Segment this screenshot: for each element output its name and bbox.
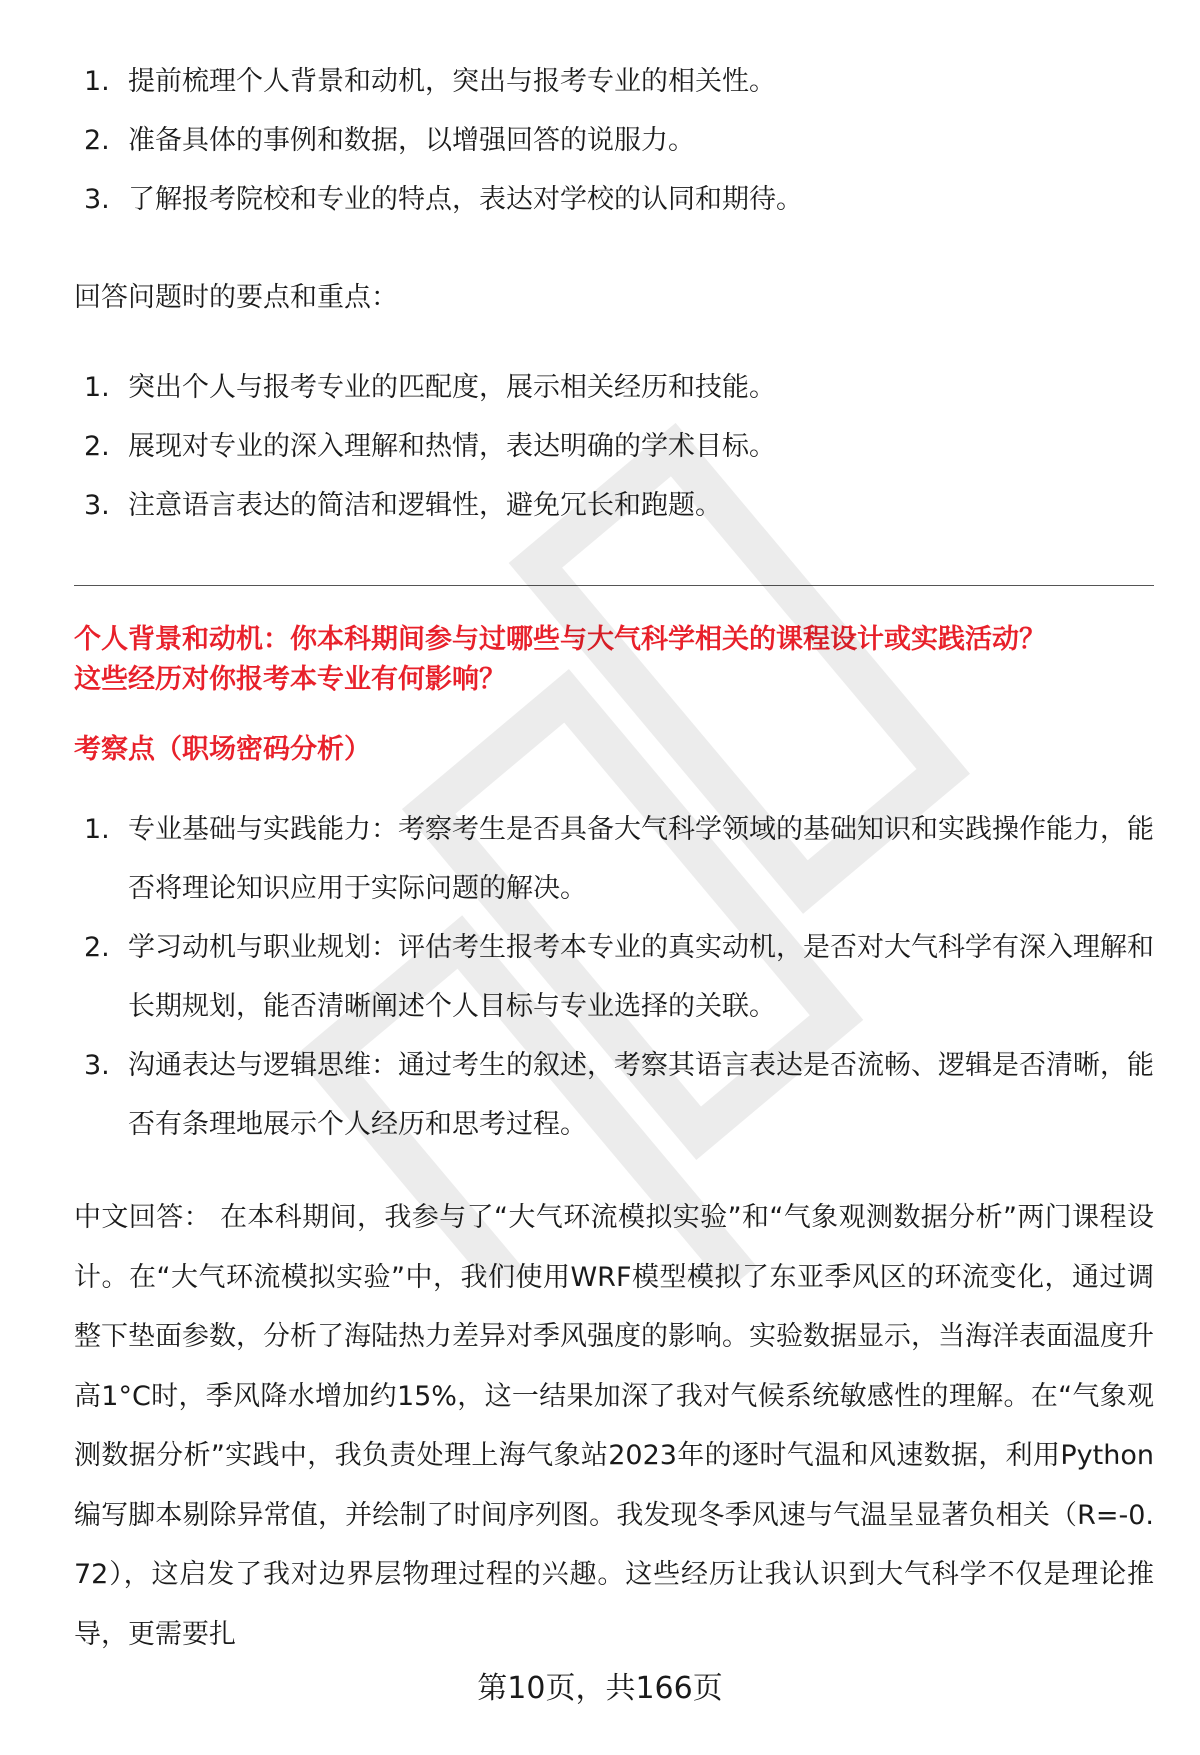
list-number: 2. (84, 431, 110, 462)
analysis-list (74, 800, 1154, 1154)
page-footer: 第10页，共166页 (477, 1671, 723, 1706)
chinese-answer: 中文回答： 在本科期间，我参与了“大气环流模拟实验”和“气象观测数据分析”两门课程设计。在“大气环流模拟实验”中，我们使用WRF模型模拟了东亚季风区的环流变化，通过调整下垫面参数，分析了海陆热力差异对季风强度的影响。实验数据显示，当海洋表面温度升高1°C时，季风降水增加约15%，这一结果加深了我对气候系统敏感性的理解。在“气象观测数据分析”实践中，我负责处理上海气象站2023年的逐时气温和风速数据，利用Python编写脚本剔除异常值，并绘制了时间序列图。我发现冬季风速与气温呈显著负相关（R=-0.72），这启发了我对边界层物理过程的兴趣。这些经历让我认识到大气科学不仅是理论推导，更需要扎 (74, 1202, 1154, 1650)
list-number: 2. (84, 932, 110, 963)
list-item (74, 1036, 1154, 1154)
list-text: 提前梳理个人背景和动机，突出与报考专业的相关性。 (128, 66, 776, 97)
list-number: 3. (84, 1050, 110, 1081)
preparation-list (74, 52, 1154, 229)
list-text: 专业基础与实践能力：考察考生是否具备大气科学领域的基础知识和实践操作能力，能否将理论知识应用于实际问题的解决。 (128, 814, 1154, 904)
list-item (74, 417, 1154, 476)
list-number: 2. (84, 125, 110, 156)
question-line: 这些经历对你报考本专业有何影响？ (74, 664, 506, 695)
list-text: 突出个人与报考专业的匹配度，展示相关经历和技能。 (128, 372, 776, 403)
list-number: 1. (84, 372, 110, 403)
list-text: 准备具体的事例和数据，以增强回答的说服力。 (128, 125, 695, 156)
list-item (74, 800, 1154, 918)
list-item (74, 358, 1154, 417)
list-number: 3. (84, 184, 110, 215)
list-item (74, 111, 1154, 170)
list-text: 沟通表达与逻辑思维：通过考生的叙述，考察其语言表达是否流畅、逻辑是否清晰，能否有条理地展示个人经历和思考过程。 (128, 1050, 1154, 1140)
list-item (74, 170, 1154, 229)
list-text: 展现对专业的深入理解和热情，表达明确的学术目标。 (128, 431, 776, 462)
list-number: 1. (84, 66, 110, 97)
list-number: 1. (84, 814, 110, 845)
section-divider (74, 585, 1154, 586)
list-number: 3. (84, 490, 110, 521)
list-text: 注意语言表达的简洁和逻辑性，避免冗长和跑题。 (128, 490, 722, 521)
interview-question (74, 620, 1154, 700)
list-item (74, 918, 1154, 1036)
key-points-heading: 回答问题时的要点和重点： (74, 282, 398, 313)
list-text: 了解报考院校和专业的特点，表达对学校的认同和期待。 (128, 184, 803, 215)
analysis-heading: 考察点（职场密码分析） (74, 734, 371, 765)
document-page (74, 0, 1154, 1755)
question-line: 个人背景和动机：你本科期间参与过哪些与大气科学相关的课程设计或实践活动？ (74, 624, 1046, 655)
list-text: 学习动机与职业规划：评估考生报考本专业的真实动机，是否对大气科学有深入理解和长期规划，能否清晰阐述个人目标与专业选择的关联。 (128, 932, 1154, 1022)
key-points-list (74, 358, 1154, 535)
list-item (74, 476, 1154, 535)
list-item (74, 52, 1154, 111)
